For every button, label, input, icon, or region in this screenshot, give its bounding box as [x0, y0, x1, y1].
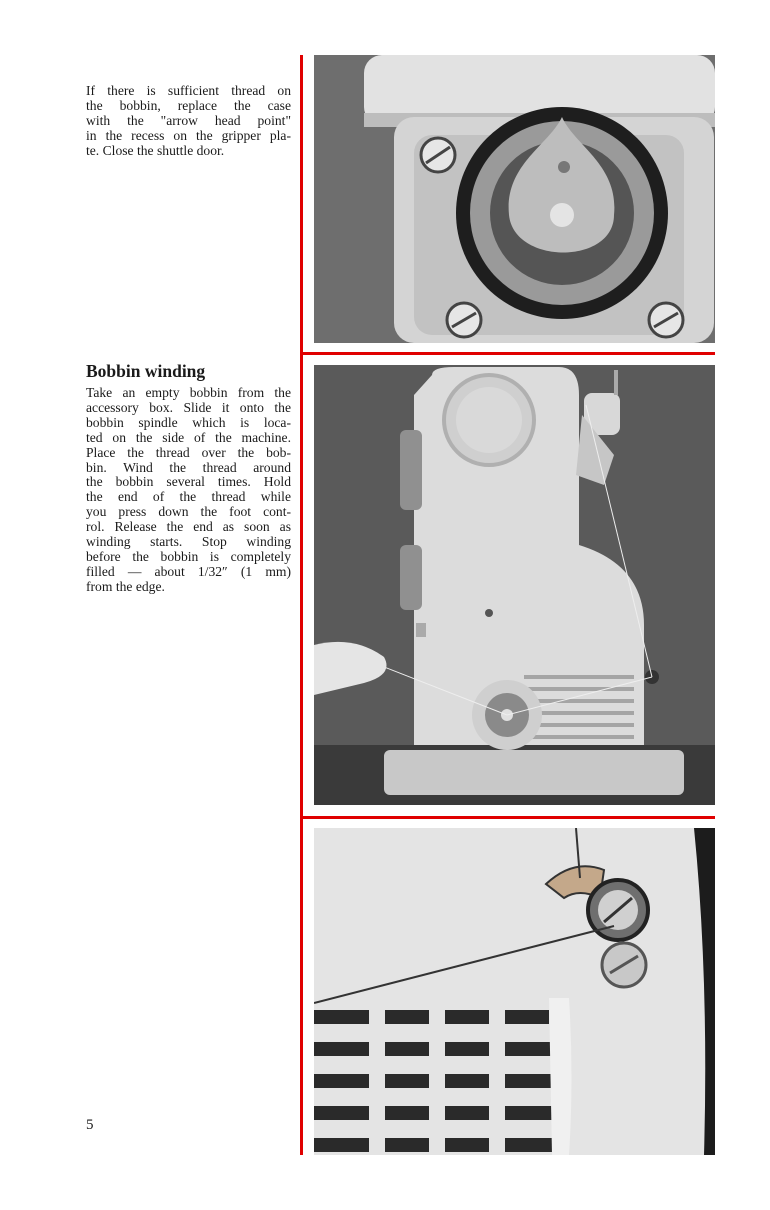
- red-vertical-rule: [300, 55, 303, 1155]
- text-line: you press down the foot cont-: [86, 504, 291, 520]
- text-line: the bobbin, replace the case: [86, 97, 291, 113]
- text-line: from the edge.: [86, 578, 165, 594]
- text-line: bin. Wind the thread around: [86, 459, 291, 475]
- photo-bobbin-case: [314, 55, 715, 343]
- text-line: filled — about 1/32″ (1 mm): [86, 563, 291, 579]
- text-line: before the bobbin is completely: [86, 548, 291, 564]
- text-line: the bobbin several times. Hold: [86, 474, 291, 490]
- text-line: If there is sufficient thread on: [86, 83, 291, 98]
- text-line: bobbin spindle which is loca-: [86, 414, 291, 430]
- text-line: the end of the thread while: [86, 489, 291, 505]
- bobbin-winding-paragraph: [86, 386, 291, 595]
- text-line: in the recess on the gripper pla-: [86, 127, 291, 143]
- text-line: Place the thread over the bob-: [86, 444, 291, 460]
- text-line: rol. Release the end as soon as: [86, 519, 291, 535]
- text-line: ted on the side of the machine.: [86, 429, 291, 445]
- text-line: winding starts. Stop winding: [86, 534, 291, 550]
- bobbin-case-paragraph: [86, 84, 291, 159]
- text-line: accessory box. Slide it onto the: [86, 399, 291, 415]
- text-line: with the "arrow head point": [86, 112, 291, 128]
- text-line: te. Close the shuttle door.: [86, 142, 225, 158]
- page-number: 5: [86, 1117, 94, 1133]
- photo-thread-guide-closeup: [314, 828, 715, 1155]
- photo-bobbin-winding-machine: [314, 365, 715, 805]
- red-horizontal-rule: [300, 816, 715, 819]
- text-line: Take an empty bobbin from the: [86, 385, 291, 400]
- section-heading: Bobbin winding: [86, 361, 206, 381]
- red-horizontal-rule: [300, 352, 715, 355]
